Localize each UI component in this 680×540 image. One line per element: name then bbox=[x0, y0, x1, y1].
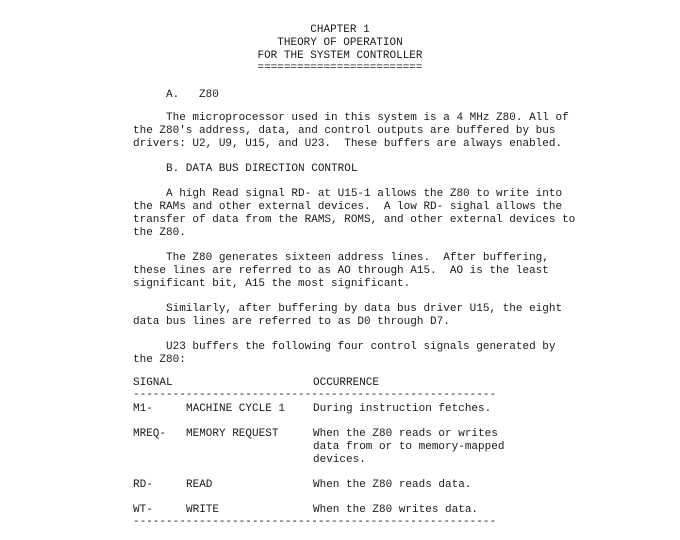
table-row-occurrence: When the Z80 reads data. bbox=[313, 479, 472, 491]
title-line-2: FOR THE SYSTEM CONTROLLER bbox=[257, 50, 423, 62]
section-b-para3-line: Similarly, after buffering by data bus driver U15, the eight bbox=[133, 303, 563, 315]
title-line-1: THEORY OF OPERATION bbox=[277, 37, 403, 49]
table-row-signal: WT- bbox=[133, 504, 153, 516]
section-a-para-line: drivers: U2, U9, U15, and U23. These buffers are always enabled. bbox=[133, 138, 563, 150]
table-row-name: MEMORY REQUEST bbox=[186, 428, 279, 440]
table-row-signal: RD- bbox=[133, 479, 153, 491]
section-a-para-line: the Z80's address, data, and control outputs are buffered by bus bbox=[133, 125, 556, 137]
table-top-rule: ------------------------------------------------------- bbox=[133, 389, 497, 401]
table-bottom-rule: ------------------------------------------------------- bbox=[133, 516, 497, 528]
table-header-signal: SIGNAL bbox=[133, 377, 173, 389]
table-row-occurrence: data from or to memory-mapped bbox=[313, 441, 505, 453]
table-row-occurrence: When the Z80 reads or writes bbox=[313, 428, 498, 440]
table-row-name: READ bbox=[186, 479, 213, 491]
section-b-para2-line: The Z80 generates sixteen address lines. After buffering, bbox=[133, 252, 549, 264]
table-header-occurrence: OCCURRENCE bbox=[313, 377, 380, 389]
section-b-para4-line: the Z80: bbox=[133, 354, 186, 366]
section-a-para-line: The microprocessor used in this system is a 4 MHz Z80. All of bbox=[133, 112, 569, 124]
section-b-para1-line: the RAMs and other external devices. A low RD- sighal allows the bbox=[133, 201, 563, 213]
title-underline: ========================= bbox=[257, 62, 423, 74]
section-a-heading: A. Z80 bbox=[166, 89, 219, 101]
section-b-para3-line: data bus lines are referred to as D0 through D7. bbox=[133, 316, 450, 328]
section-b-para2-line: significant bit, A15 the most significant. bbox=[133, 278, 411, 290]
chapter-label: CHAPTER 1 bbox=[310, 24, 370, 36]
table-row-signal: M1- bbox=[133, 403, 153, 415]
table-row-occurrence: devices. bbox=[313, 454, 366, 466]
section-b-heading: B. DATA BUS DIRECTION CONTROL bbox=[166, 163, 358, 175]
section-b-para1-line: the Z80. bbox=[133, 227, 186, 239]
section-b-para1-line: A high Read signal RD- at U15-1 allows the Z80 to write into bbox=[133, 188, 563, 200]
table-row-name: WRITE bbox=[186, 504, 220, 516]
table-row-occurrence: During instruction fetches. bbox=[313, 403, 492, 415]
table-row-occurrence: When the Z80 writes data. bbox=[313, 504, 479, 516]
section-b-para2-line: these lines are referred to as AO through A15. AO is the least bbox=[133, 265, 549, 277]
table-row-name: MACHINE CYCLE 1 bbox=[186, 403, 286, 415]
section-b-para4-line: U23 buffers the following four control signals generated by bbox=[133, 341, 556, 353]
table-row-signal: MREQ- bbox=[133, 428, 167, 440]
section-b-para1-line: transfer of data from the RAMS, ROMS, and other external devices to bbox=[133, 214, 576, 226]
